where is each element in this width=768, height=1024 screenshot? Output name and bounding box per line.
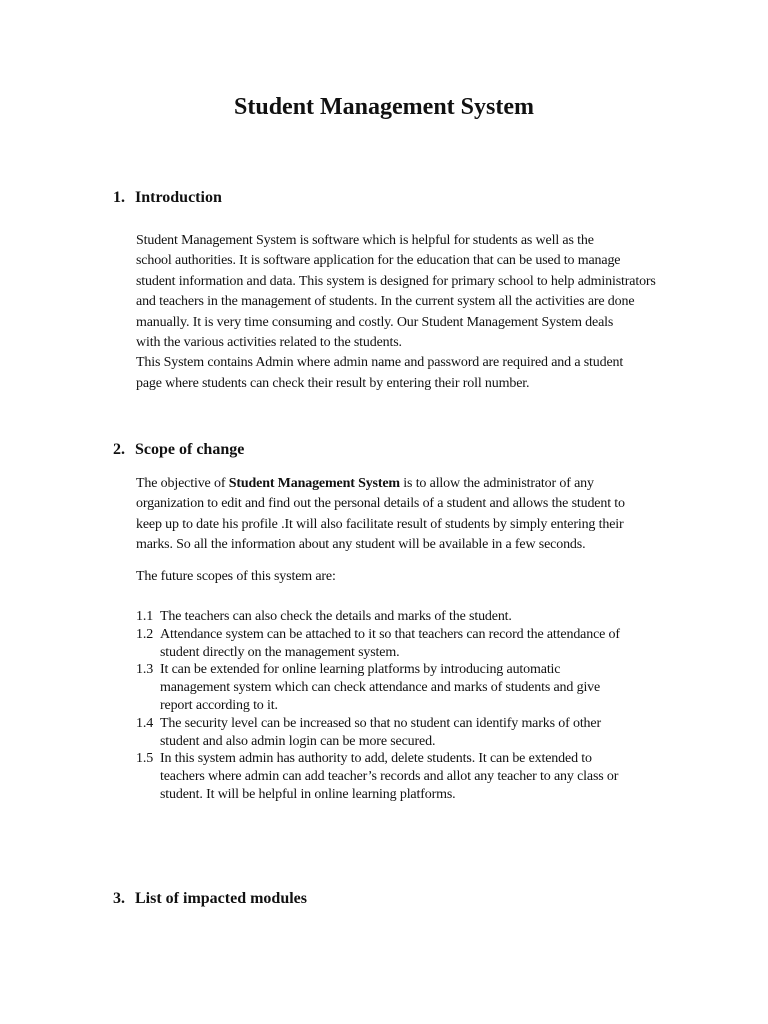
bold-system-name: Student Management System — [228, 476, 400, 491]
introduction-paragraph — [136, 231, 696, 394]
section-title: Scope of change — [135, 441, 245, 458]
section-heading-introduction — [113, 189, 222, 207]
paragraph-line: The objective of Student Management System is to allow the administrator of any — [136, 476, 594, 491]
paragraph-line: student information and data. This system is designed for primary school to help administrators — [136, 273, 656, 289]
list-item — [136, 715, 696, 751]
paragraph-line: keep up to date his profile .It will also facilitate result of students by simply entering their — [136, 516, 624, 532]
list-item — [136, 661, 696, 714]
list-item-line: teachers where admin can add teacher’s records and allot any teacher to any class or — [160, 769, 619, 785]
section-number: 1. — [113, 189, 125, 206]
list-item-line: management system which can check attendance and marks of students and give — [160, 680, 601, 696]
paragraph-line: This System contains Admin where admin name and password are required and a student — [136, 355, 624, 371]
paragraph-line: school authorities. It is software application for the education that can be used to manage — [136, 253, 621, 269]
list-item — [136, 608, 696, 626]
list-item-number: 1.3 — [136, 662, 154, 678]
future-scopes-list — [136, 608, 696, 804]
list-item-line: student and also admin login can be more secured. — [160, 733, 436, 749]
future-scopes-intro: The future scopes of this system are: — [136, 569, 336, 584]
section-number: 3. — [113, 890, 125, 907]
document-title: Student Management System — [234, 94, 534, 120]
paragraph-line: manually. It is very time consuming and costly. Our Student Management System deals — [136, 314, 614, 330]
section-heading-scope-of-change — [113, 441, 244, 459]
list-item-number: 1.4 — [136, 715, 154, 731]
scope-paragraph — [136, 474, 696, 556]
list-item-line: The teachers can also check the details and marks of the student. — [160, 609, 512, 624]
paragraph-line: Student Management System is software which is helpful for students as well as the — [136, 233, 594, 248]
list-item-line: In this system admin has authority to add, delete students. It can be extended to — [160, 751, 592, 767]
list-item-line: report according to it. — [160, 697, 278, 713]
list-item-line: It can be extended for online learning platforms by introducing automatic — [160, 662, 561, 678]
section-heading-impacted-modules — [113, 890, 307, 908]
list-item — [136, 750, 696, 803]
list-item — [136, 626, 696, 662]
paragraph-line: page where students can check their result by entering their roll number. — [136, 375, 530, 391]
list-item-line: student directly on the management system. — [160, 644, 400, 660]
list-item-number: 1.5 — [136, 751, 154, 767]
section-number: 2. — [113, 441, 125, 458]
list-item-number: 1.1 — [136, 609, 154, 624]
section-title: List of impacted modules — [135, 890, 307, 907]
paragraph-line: organization to edit and find out the personal details of a student and allows the student to — [136, 496, 625, 512]
paragraph-line: and teachers in the management of students. In the current system all the activities are done — [136, 294, 635, 310]
list-item-line: The security level can be increased so that no student can identify marks of other — [160, 715, 601, 731]
list-item-number: 1.2 — [136, 626, 154, 642]
paragraph-line: marks. So all the information about any student will be available in a few seconds. — [136, 537, 586, 553]
list-item-line: Attendance system can be attached to it so that teachers can record the attendance of — [160, 626, 620, 642]
section-title: Introduction — [135, 189, 222, 206]
list-item-line: student. It will be helpful in online learning platforms. — [160, 786, 456, 802]
paragraph-line: with the various activities related to the students. — [136, 335, 402, 351]
